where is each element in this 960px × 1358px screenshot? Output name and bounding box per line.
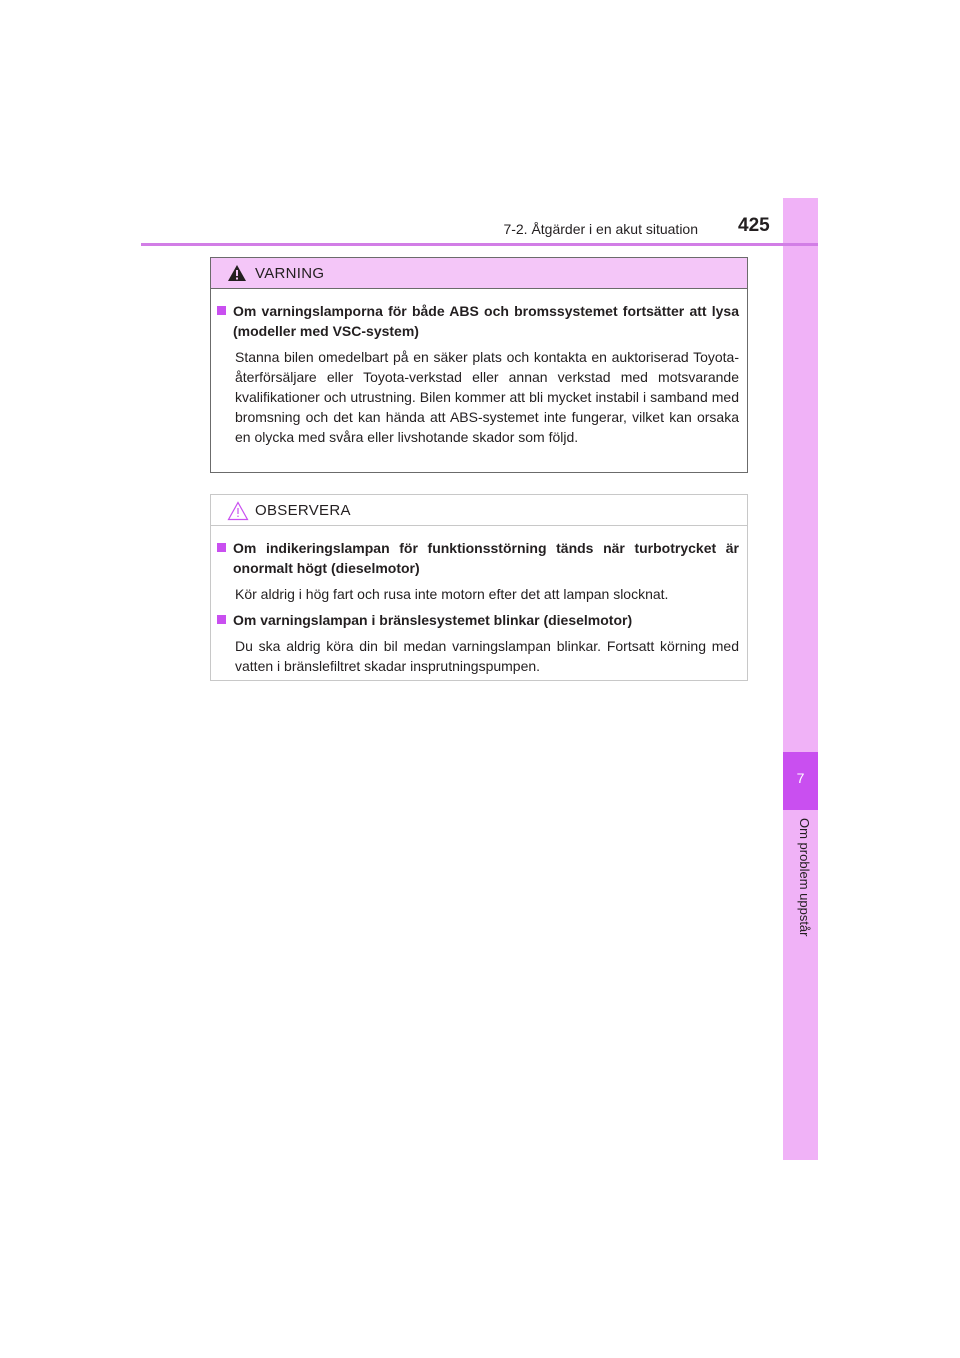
section-title: 7-2. Åtgärder i en akut situation	[503, 221, 698, 237]
caution-box	[210, 494, 748, 681]
warning-title: VARNING	[255, 265, 325, 282]
caution-body	[211, 526, 747, 676]
chapter-number: 7	[796, 770, 805, 786]
warning-body	[211, 289, 747, 447]
caution-item-text: Du ska aldrig köra din bil medan varningslampan blinkar. Fortsatt körning med vatten i bränslefiltret skadar insprutningspumpen.	[235, 638, 739, 674]
chapter-number-tab	[783, 752, 818, 810]
square-bullet-icon	[217, 543, 226, 552]
warning-triangle-icon	[227, 264, 247, 282]
warning-box	[210, 257, 748, 473]
caution-box-header	[211, 495, 747, 526]
caution-title: OBSERVERA	[255, 502, 351, 519]
warning-box-header	[211, 258, 747, 289]
page-number: 425	[738, 215, 770, 236]
chapter-label: Om problem uppstår	[797, 818, 812, 937]
side-chapter-tab	[783, 198, 818, 1160]
header-rule	[141, 243, 818, 246]
square-bullet-icon	[217, 306, 226, 315]
warning-item-heading-text: Om varningslamporna för både ABS och bromssystemet fortsätter att lysa (modeller med VSC-system)	[233, 303, 739, 339]
caution-item-heading	[217, 610, 739, 630]
warning-item-heading	[217, 301, 739, 341]
caution-item-text: Kör aldrig i hög fart och rusa inte motorn efter det att lampan slocknat.	[235, 586, 669, 602]
caution-item-heading-text: Om indikeringslampan för funktionsstörning tänds när turbotrycket är onormalt högt (dieselmotor)	[233, 540, 739, 576]
caution-triangle-icon	[227, 501, 249, 521]
caution-item-heading-text: Om varningslampan i bränslesystemet blinkar (dieselmotor)	[233, 612, 633, 628]
caution-item-heading	[217, 538, 739, 578]
square-bullet-icon	[217, 615, 226, 624]
warning-item-text: Stanna bilen omedelbart på en säker plats och kontakta en auktoriserad Toyota-återförsäljare eller Toyota-verkstad eller annan verkstad med motsvarande kvalifikationer och utrustning. Bilen kommer att bli mycket instabil i samband med bromsning och det kan hända att ABS-systemet inte fungerar, vilket kan orsaka en olycka med svåra eller livshotande skador som följd.	[235, 349, 739, 445]
